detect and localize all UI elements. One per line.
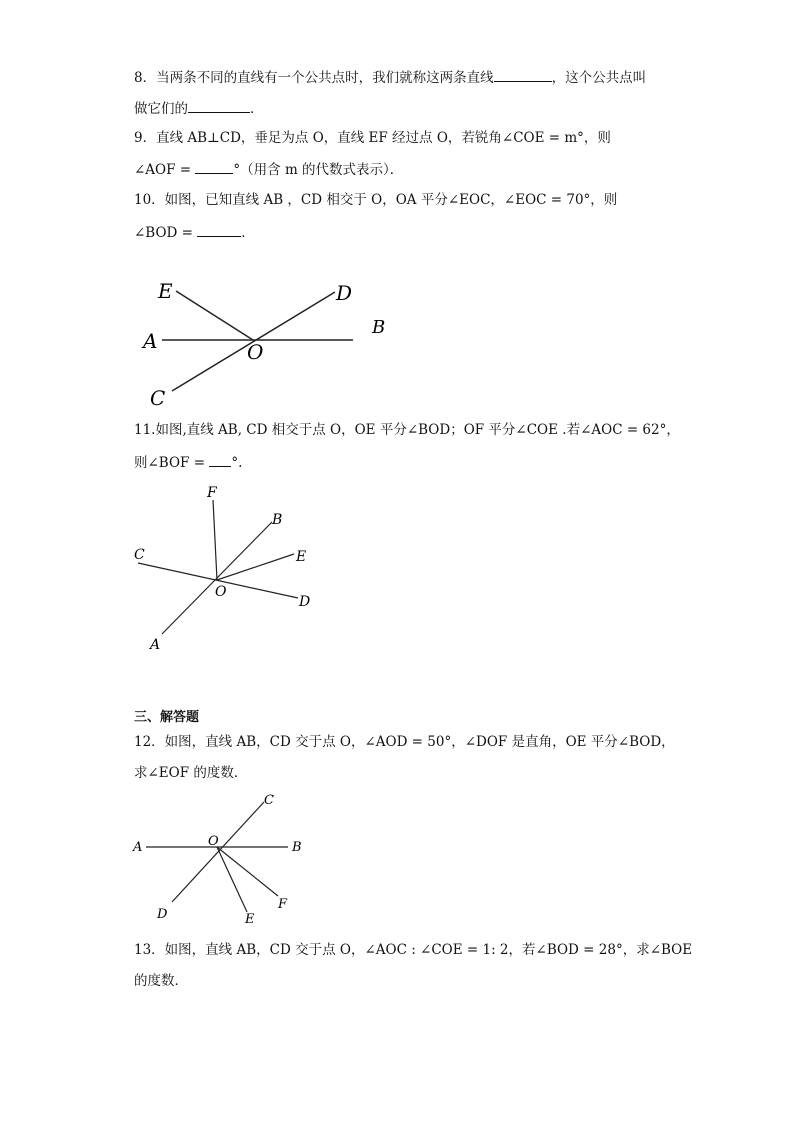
q10-line2 — [134, 222, 255, 242]
q11-label-b: B — [272, 512, 283, 528]
q12-label-a: A — [133, 840, 143, 855]
q8-line1 — [134, 67, 646, 87]
q10-ray-oe — [176, 291, 253, 340]
q12-ray-of — [217, 847, 278, 896]
q11-line1: 11.如图,直线 AB, CD 相交于点 O，OE 平分∠BOD；OF 平分∠COE .若∠AOC = 62°， — [134, 422, 680, 438]
q8-text-b: ，这个公共点叫 — [551, 70, 647, 86]
q10-figure — [140, 275, 400, 410]
q10-label-b: B — [372, 317, 386, 338]
q12-label-b: B — [292, 840, 302, 855]
q11-label-a: A — [150, 637, 161, 653]
section-title: 三、解答题 — [134, 710, 200, 725]
q9-blank[interactable] — [195, 159, 233, 174]
q8-blank-2[interactable] — [188, 98, 250, 113]
q12-label-f: F — [278, 897, 288, 912]
q12-label-c: C — [264, 793, 274, 808]
q8-text-c: 做它们的 — [134, 101, 188, 117]
q9-line1: 9．直线 AB⊥CD，垂足为点 O，直线 EF 经过点 O，若锐角∠COE = m°，则 — [134, 130, 611, 146]
q12-label-d: D — [157, 907, 168, 922]
q11-figure — [130, 484, 330, 654]
q11-blank[interactable] — [209, 452, 231, 467]
q11-line2 — [134, 452, 242, 472]
q11-ray-of — [213, 500, 217, 580]
q9-text-a: ∠AOF = — [134, 162, 192, 178]
q10-text-a: ∠BOD = — [134, 225, 193, 241]
q11-label-o: O — [215, 584, 227, 600]
q13-line1: 13．如图，直线 AB，CD 交于点 O，∠AOC : ∠COE = 1: 2，若∠BOD = 28°，求∠BOE — [134, 942, 693, 958]
q8-line2 — [134, 98, 264, 118]
q12-line2: 求∠EOF 的度数． — [134, 765, 248, 781]
q10-label-c: C — [150, 386, 166, 410]
q10-blank[interactable] — [197, 222, 241, 237]
q12-line-cd — [172, 802, 264, 902]
q11-label-c: C — [134, 547, 145, 563]
q13-line2: 的度数． — [134, 973, 188, 989]
q10-text-b: ． — [241, 225, 255, 241]
q12-figure — [130, 790, 330, 930]
q8-text-d: ． — [250, 101, 264, 117]
q12-ray-oe — [217, 847, 247, 912]
q10-label-a: A — [143, 329, 158, 353]
q9-line2 — [134, 159, 403, 179]
q10-label-o: O — [247, 340, 264, 364]
q11-label-d: D — [299, 594, 311, 610]
q11-text-a: 则∠BOF = — [134, 455, 206, 471]
q11-label-e: E — [296, 549, 307, 565]
q11-text-b: °. — [231, 455, 243, 471]
q12-label-e: E — [245, 912, 255, 927]
q10-label-e: E — [158, 279, 173, 303]
q12-line1: 12．如图，直线 AB，CD 交于点 O，∠AOD = 50°，∠DOF 是直角，OE 平分∠BOD， — [134, 734, 675, 750]
q8-blank-1[interactable] — [494, 67, 552, 82]
q9-text-b: °（用含 m 的代数式表示）． — [233, 162, 404, 178]
q8-text-a: 8．当两条不同的直线有一个公共点时，我们就称这两条直线 — [134, 70, 494, 86]
q12-label-o: O — [208, 834, 219, 849]
q10-label-d: D — [336, 281, 353, 305]
q11-label-f: F — [207, 485, 217, 501]
q10-line1: 10．如图，已知直线 AB ，CD 相交于 O，OA 平分∠EOC，∠EOC = 70°，则 — [134, 192, 618, 208]
